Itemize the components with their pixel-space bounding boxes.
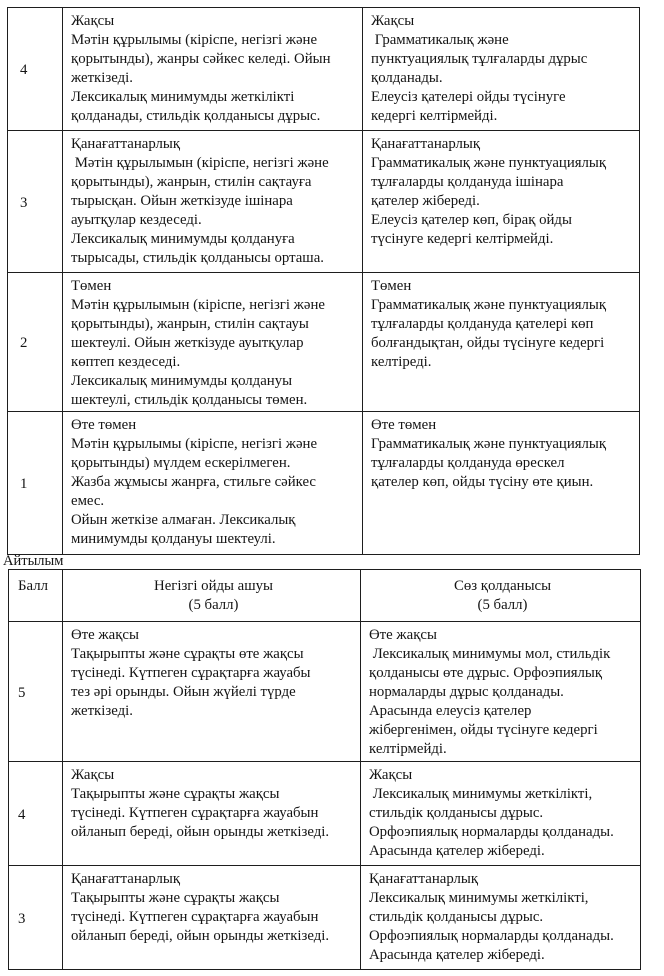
- content-criteria-cell: [63, 273, 363, 412]
- rating-level: Қанағаттанарлық: [71, 136, 181, 152]
- criteria-line: Грамматикалық және пунктуациялық: [371, 297, 607, 313]
- rating-level: Жақсы: [71, 13, 115, 29]
- rating-row: [9, 866, 641, 970]
- criteria-line: шектеулі. Ойын жеткізуде ауытқулар: [71, 335, 304, 351]
- criteria-line: Грамматикалық және пунктуациялық: [371, 155, 607, 171]
- criteria-line: ауытқулар кездеседі.: [71, 212, 202, 228]
- idea-criteria-cell: [63, 762, 361, 866]
- rating-level: Төмен: [371, 278, 412, 294]
- criteria-line: қорытынды), жанры сәйкес келеді. Ойын: [71, 51, 331, 67]
- criteria-line: Арасында қателер жібереді.: [369, 843, 545, 859]
- criteria-line: қорытынды), жанрын, стилін сақтауға: [71, 174, 312, 190]
- criteria-line: түсінуге кедергі келтірмейді.: [371, 231, 554, 247]
- criteria-line: қорытынды) мүлдем ескерілмеген.: [71, 455, 291, 471]
- idea-header-title: Негізгі ойды ашуы: [154, 578, 273, 594]
- rating-level: Өте жақсы: [369, 627, 437, 643]
- criteria-line: қолданады.: [371, 70, 443, 86]
- criteria-line: Арасында қателер жібереді.: [369, 947, 545, 963]
- rating-row: [9, 762, 641, 866]
- idea-criteria-cell: [63, 622, 361, 762]
- rating-row: [8, 8, 640, 131]
- grammar-criteria-cell: [363, 273, 640, 412]
- criteria-line: тұлғаларды қолдануда ішінара: [371, 174, 564, 190]
- criteria-line: нормаларды дұрыс қолданады.: [369, 684, 564, 700]
- rating-level: Өте төмен: [371, 417, 437, 433]
- criteria-line: Тақырыпты және сұрақты жақсы: [71, 786, 280, 802]
- criteria-line: кедергі келтірмейді.: [371, 108, 498, 124]
- criteria-line: Елеусіз қателері ойды түсінуге: [371, 89, 566, 105]
- score-value: 2: [20, 335, 28, 351]
- rating-level: Жақсы: [71, 767, 115, 783]
- criteria-line: шектеулі, стильдік қолданысы төмен.: [71, 392, 308, 408]
- word-usage-cell: [361, 866, 641, 970]
- grammar-criteria-cell: [363, 8, 640, 131]
- rating-row: [9, 622, 641, 762]
- criteria-line: ойланып береді, ойын орынды жеткізеді.: [71, 824, 330, 840]
- writing-rubric-table: [7, 7, 640, 555]
- criteria-line: тұлғаларды қолдануда қателері көп: [371, 316, 594, 332]
- score-value: 5: [18, 684, 26, 701]
- content-criteria-cell: [63, 412, 363, 555]
- criteria-line: Лексикалық минимумы жеткілікті,: [369, 890, 589, 906]
- criteria-line: келтіреді.: [371, 354, 432, 370]
- idea-header: [63, 570, 361, 622]
- rating-level: Қанағаттанарлық: [369, 871, 479, 887]
- score-cell: [8, 273, 63, 412]
- criteria-line: қателер жібереді.: [371, 193, 480, 209]
- score-cell: [9, 866, 63, 970]
- idea-header-points: (5 балл): [188, 597, 239, 613]
- rating-level: Өте жақсы: [71, 627, 139, 643]
- criteria-line: түсінеді. Күтпеген сұрақтарға жауабын: [71, 805, 319, 821]
- criteria-line: Лексикалық минимумды қолдануы: [71, 373, 293, 389]
- criteria-line: тез әрі орынды. Ойын жүйелі түрде: [71, 684, 296, 700]
- grammar-criteria-cell: [363, 412, 640, 555]
- score-cell: [8, 131, 63, 273]
- criteria-line: Грамматикалық және пунктуациялық: [371, 436, 607, 452]
- score-header-label: Балл: [18, 578, 48, 594]
- criteria-line: тырысады, стильдік қолданысы орташа.: [71, 250, 324, 266]
- content-criteria-cell: [63, 131, 363, 273]
- criteria-line: пунктуациялық тұлғаларды дұрыс: [371, 51, 588, 67]
- criteria-line: түсінеді. Күтпеген сұрақтарға жауабын: [71, 909, 319, 925]
- content-criteria-cell: [63, 8, 363, 131]
- criteria-line: жеткізеді.: [71, 70, 133, 86]
- criteria-line: түсінеді. Күтпеген сұрақтарға жауабы: [71, 665, 311, 681]
- criteria-line: Елеусіз қателер көп, бірақ ойды: [371, 212, 572, 228]
- criteria-line: Тақырыпты және сұрақты жақсы: [71, 890, 280, 906]
- criteria-line: қорытынды), жанрын, стилін сақтауы: [71, 316, 309, 332]
- criteria-line: көптеп кездеседі.: [71, 354, 181, 370]
- criteria-line: Лексикалық минимумды қолдануға: [71, 231, 295, 247]
- score-value: 4: [20, 62, 28, 78]
- criteria-line: Мәтін құрылымын (кіріспе, негізгі және: [71, 297, 325, 313]
- criteria-line: ойланып береді, ойын орынды жеткізеді.: [71, 928, 330, 944]
- criteria-line: Мәтін құрылымы (кіріспе, негізгі және: [71, 436, 318, 452]
- criteria-line: Тақырыпты және сұрақты өте жақсы: [71, 646, 304, 662]
- score-header: [9, 570, 63, 622]
- criteria-line: стильдік қолданысы дұрыс.: [369, 909, 544, 925]
- usage-header: [361, 570, 641, 622]
- score-cell: [9, 762, 63, 866]
- score-value: 4: [18, 806, 26, 823]
- criteria-line: Мәтін құрылымы (кіріспе, негізгі және: [71, 32, 318, 48]
- criteria-line: Жазба жұмысы жанрға, стильге сәйкес: [71, 474, 316, 490]
- criteria-line: Мәтін құрылымын (кіріспе, негізгі және: [71, 155, 329, 171]
- criteria-line: Орфоэпиялық нормаларды қолданады.: [369, 824, 614, 840]
- rating-level: Төмен: [71, 278, 112, 294]
- rating-row: [8, 412, 640, 555]
- idea-criteria-cell: [63, 866, 361, 970]
- score-cell: [8, 8, 63, 131]
- header-row: [9, 570, 641, 622]
- criteria-line: Арасында елеусіз қателер: [369, 703, 532, 719]
- criteria-line: қолданады, стильдік қолданысы дұрыс.: [71, 108, 321, 124]
- word-usage-cell: [361, 622, 641, 762]
- criteria-line: Лексикалық минимумы жеткілікті,: [369, 786, 593, 802]
- criteria-line: стильдік қолданысы дұрыс.: [369, 805, 544, 821]
- word-usage-cell: [361, 762, 641, 866]
- rating-level: Жақсы: [371, 13, 415, 29]
- criteria-line: емес.: [71, 493, 105, 509]
- rating-level: Өте төмен: [71, 417, 137, 433]
- criteria-line: минимумды қолдануы шектеулі.: [71, 531, 276, 547]
- score-value: 3: [18, 910, 26, 927]
- speaking-rubric-table: [8, 569, 641, 970]
- score-value: 1: [20, 476, 28, 492]
- criteria-line: жібергенімен, ойды түсінуге кедергі: [369, 722, 598, 738]
- score-cell: [8, 412, 63, 555]
- criteria-line: келтірмейді.: [369, 741, 447, 757]
- rating-level: Қанағаттанарлық: [371, 136, 481, 152]
- rating-level: Жақсы: [369, 767, 413, 783]
- criteria-line: жеткізеді.: [71, 703, 133, 719]
- rating-level: Қанағаттанарлық: [71, 871, 181, 887]
- criteria-line: тырысқан. Ойын жеткізуде ішінара: [71, 193, 293, 209]
- criteria-line: қателер көп, ойды түсіну өте қиын.: [371, 474, 594, 490]
- criteria-line: қолданысы өте дұрыс. Орфоэпиялық: [369, 665, 603, 681]
- score-cell: [9, 622, 63, 762]
- criteria-line: тұлғаларды қолдануда өрескел: [371, 455, 565, 471]
- usage-header-title: Сөз қолданысы: [453, 578, 552, 594]
- usage-header-points: (5 балл): [477, 597, 528, 613]
- section-title: Айтылым: [3, 553, 64, 569]
- criteria-line: Орфоэпиялық нормаларды қолданады.: [369, 928, 614, 944]
- rating-row: [8, 131, 640, 273]
- criteria-line: Лексикалық минимумды жеткілікті: [71, 89, 295, 105]
- score-value: 3: [20, 194, 28, 211]
- rating-row: [8, 273, 640, 412]
- criteria-line: Лексикалық минимумы мол, стильдік: [369, 646, 611, 662]
- criteria-line: Грамматикалық және: [371, 32, 509, 48]
- criteria-line: болғандықтан, ойды түсінуге кедергі: [371, 335, 605, 351]
- grammar-criteria-cell: [363, 131, 640, 273]
- criteria-line: Ойын жеткізе алмаған. Лексикалық: [71, 512, 296, 528]
